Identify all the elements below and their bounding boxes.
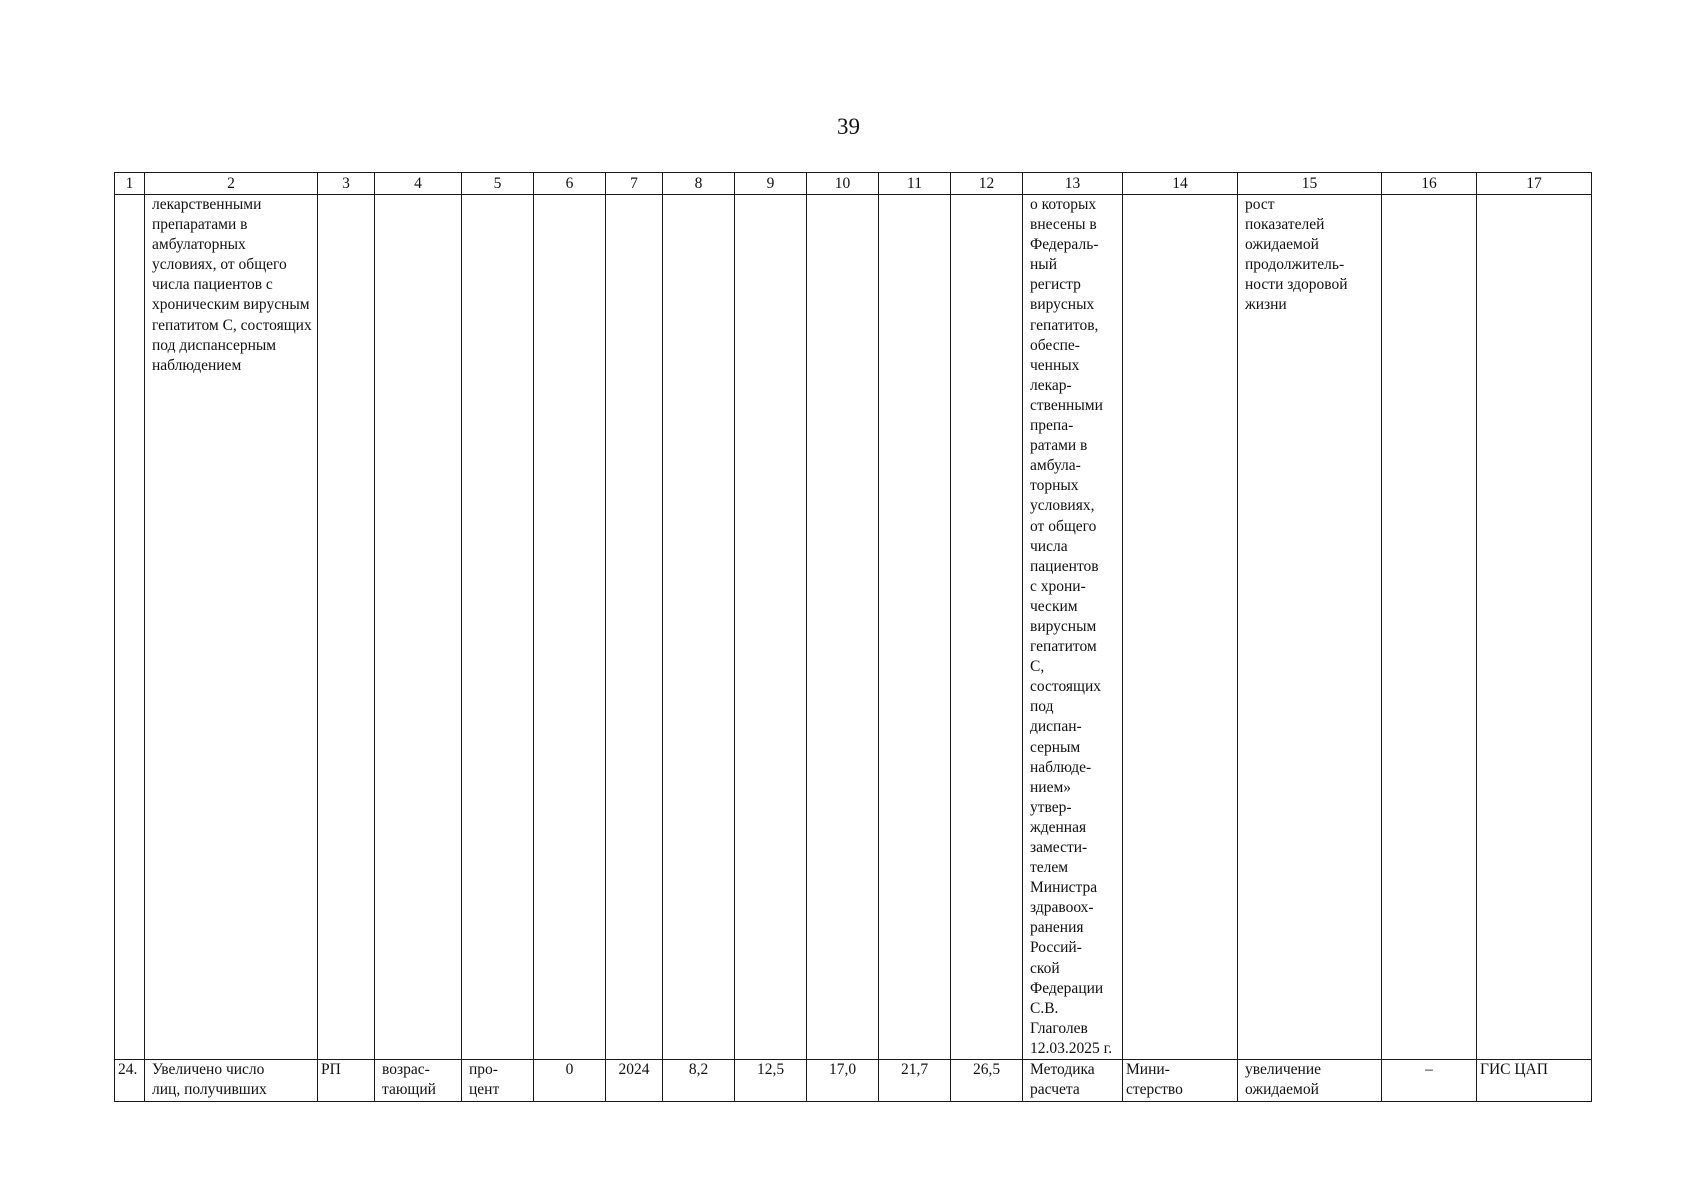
cell-text-line: торных (1030, 477, 1079, 495)
methodology-lines (1030, 1060, 1119, 1100)
cell-text-line: 12.03.2025 г. (1030, 1039, 1113, 1057)
table-cell (115, 195, 145, 1060)
cell-text-line: ственными (1030, 396, 1103, 414)
responsible-cell (1123, 1060, 1238, 1102)
cell-text-line: вирусных (1030, 296, 1095, 314)
column-header: 16 (1382, 173, 1477, 195)
unit-cell (462, 1060, 534, 1102)
cell-text-line: пациентов (1030, 557, 1099, 575)
cell-text-line: ный (1030, 256, 1058, 274)
row-number-cell: 24. (115, 1060, 145, 1102)
cell-text-line: вирусным (1030, 617, 1097, 635)
cell-text-line: расчета (1030, 1081, 1080, 1099)
value-cell: 8,2 (663, 1060, 735, 1102)
methodology-cell (1023, 1060, 1123, 1102)
column-header: 13 (1023, 173, 1123, 195)
unit-lines (469, 1060, 530, 1100)
level-cell: РП (318, 1060, 375, 1102)
table-cell (1123, 195, 1238, 1060)
cell-text-line: стерство (1126, 1081, 1183, 1099)
cell-text-line: С.В. (1030, 999, 1059, 1017)
cell-text-line: серным (1030, 738, 1081, 756)
column-header: 2 (145, 173, 318, 195)
cell-text-line: рост (1245, 196, 1275, 213)
cell-text-line: от общего (1030, 517, 1097, 535)
column-header: 11 (879, 173, 951, 195)
cell-text-line: телем (1030, 859, 1069, 877)
table-cell (663, 195, 735, 1060)
table-cell (735, 195, 807, 1060)
column-header: 15 (1238, 173, 1382, 195)
effect-cell (1238, 195, 1382, 1060)
cell-text-line: Увеличено число (152, 1061, 265, 1079)
methodology-lines (1030, 195, 1119, 1059)
cell-text-line: с хрони- (1030, 577, 1086, 595)
cell-text-line: ности здоровой (1245, 276, 1348, 294)
indicator-name-text: лекарственными препаратами в амбулаторных условиях, от общего числа пациентов с хроническим вирусным гепатитом С, состоящих под диспансерным наблюдением (152, 196, 312, 374)
value-cell: 12,5 (735, 1060, 807, 1102)
cell-text-line: лекар- (1030, 376, 1072, 394)
cell-text-line: ожидаемой (1245, 236, 1319, 254)
cell-text-line: ченных (1030, 356, 1080, 374)
column-header: 4 (375, 173, 462, 195)
column-header: 1 (115, 173, 145, 195)
base-value-cell: 0 (534, 1060, 606, 1102)
cell-text-line: под (1030, 698, 1054, 716)
value-cell: 17,0 (807, 1060, 879, 1102)
trend-cell (375, 1060, 462, 1102)
cell-text-line: числа (1030, 537, 1068, 555)
cell-text-line: утвер- (1030, 798, 1072, 816)
cell-text-line: гепатитов, (1030, 316, 1099, 334)
effect-cell (1238, 1060, 1382, 1102)
cell-text-line: жизни (1245, 296, 1287, 314)
indicator-name-lines (152, 1060, 314, 1100)
cell-text-line: ческим (1030, 597, 1078, 615)
cell-text-line: увеличение (1245, 1061, 1322, 1079)
base-year-cell: 2024 (606, 1060, 663, 1102)
indicator-name-cell (145, 1060, 318, 1102)
cell-text-line: амбула- (1030, 457, 1081, 475)
cell-text-line: здравоох- (1030, 899, 1094, 917)
value-cell: 26,5 (951, 1060, 1023, 1102)
cell-text-line: Федераль- (1030, 236, 1099, 254)
table-cell (807, 195, 879, 1060)
effect-lines (1245, 195, 1378, 316)
cell-text-line: продолжитель- (1245, 256, 1345, 274)
table-cell (1477, 195, 1592, 1060)
table-cell (1382, 195, 1477, 1060)
column-header: 8 (663, 173, 735, 195)
table-cell (534, 195, 606, 1060)
cell-text-line: Россий- (1030, 939, 1082, 957)
cell-text-line: наблюде- (1030, 758, 1092, 776)
cell-text-line: жденная (1030, 818, 1087, 836)
methodology-cell (1023, 195, 1123, 1060)
table-cell (606, 195, 663, 1060)
info-system-cell: ГИС ЦАП (1477, 1060, 1592, 1102)
cell-text-line: ожидаемой (1245, 1081, 1319, 1099)
cell-text-line: состоящих (1030, 678, 1102, 696)
cell-text-line: ской (1030, 959, 1060, 977)
cell-text-line: ратами в (1030, 437, 1088, 455)
table-row (115, 1060, 1592, 1102)
cell-text-line: возрас- (382, 1061, 430, 1079)
cell-text-line: показателей (1245, 216, 1325, 234)
table-cell (375, 195, 462, 1060)
column-header: 9 (735, 173, 807, 195)
cell-text-line: лиц, получивших (152, 1081, 267, 1099)
table-row (115, 195, 1592, 1060)
cell-text-line: цент (469, 1081, 500, 1099)
column-number-header-row (115, 173, 1592, 195)
table-cell (318, 195, 375, 1060)
cell-text-line: ранения (1030, 919, 1084, 937)
cell-text-line: обеспе- (1030, 336, 1080, 354)
cell-text-line: Федерации (1030, 979, 1104, 997)
cell-text-line: нием» (1030, 778, 1072, 796)
table-cell (951, 195, 1023, 1060)
cell-text-line: о которых (1030, 196, 1097, 213)
cell-text-line: тающий (382, 1081, 436, 1099)
cell-text-line: внесены в (1030, 216, 1097, 234)
column-header: 7 (606, 173, 663, 195)
cell-text-line: диспан- (1030, 718, 1082, 736)
column-header: 12 (951, 173, 1023, 195)
column-header: 14 (1123, 173, 1238, 195)
cell-text-line: гепатитом (1030, 638, 1097, 656)
value-cell: 21,7 (879, 1060, 951, 1102)
trend-lines (382, 1060, 458, 1100)
column-header: 10 (807, 173, 879, 195)
cell-text-line: условиях, (1030, 497, 1095, 515)
responsible-lines (1126, 1060, 1234, 1100)
cell-text-line: Глаголев (1030, 1019, 1088, 1037)
column-header: 17 (1477, 173, 1592, 195)
cell-text-line: С, (1030, 658, 1045, 676)
indicators-table (114, 172, 1592, 1102)
indicator-name-cell (145, 195, 318, 1060)
dash-cell: – (1382, 1060, 1477, 1102)
effect-lines (1245, 1060, 1378, 1100)
cell-text-line: Методика (1030, 1061, 1095, 1079)
table-cell (879, 195, 951, 1060)
column-header: 5 (462, 173, 534, 195)
cell-text-line: Мини- (1126, 1061, 1170, 1079)
page-number: 39 (837, 114, 860, 139)
cell-text-line: Министра (1030, 879, 1098, 897)
table-cell (462, 195, 534, 1060)
cell-text-line: регистр (1030, 276, 1081, 294)
cell-text-line: препа- (1030, 417, 1074, 435)
cell-text-line: замести- (1030, 839, 1088, 856)
column-header: 3 (318, 173, 375, 195)
column-header: 6 (534, 173, 606, 195)
cell-text-line: про- (469, 1061, 498, 1079)
